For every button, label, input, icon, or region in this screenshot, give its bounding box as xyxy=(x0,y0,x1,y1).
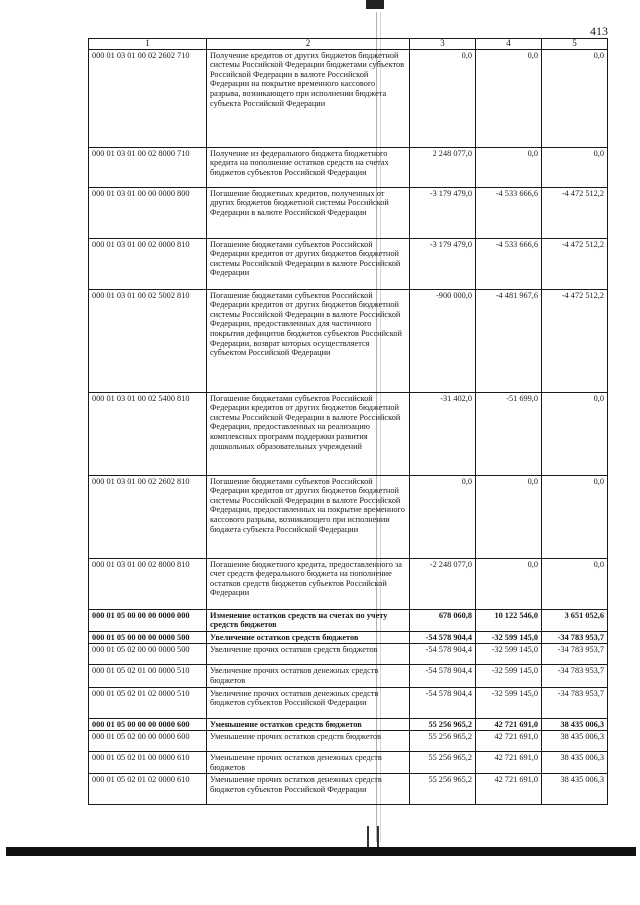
value-2025-cell: -34 783 953,7 xyxy=(542,687,608,718)
value-2025-cell: 0,0 xyxy=(542,49,608,147)
description-cell: Уменьшение остатков средств бюджетов xyxy=(207,718,410,731)
table-header-row xyxy=(89,39,608,50)
value-2025-cell: 3 651 052,6 xyxy=(542,609,608,631)
value-2025-cell: 38 435 006,3 xyxy=(542,731,608,752)
value-2023-cell: -54 578 904,4 xyxy=(410,644,476,665)
description-cell: Погашение бюджетами субъектов Российской Федерации кредитов от других бюджетов бюджетной системы Российской Федерации в валюте Российской Федерации, предоставленных на покрытие временного кассового разрыва, возникающего при исполнении бюджета субъекта Российской Федерации xyxy=(207,475,410,558)
description-cell: Увеличение прочих остатков средств бюджетов xyxy=(207,644,410,665)
table-row xyxy=(89,731,608,752)
value-2024-cell: 42 721 691,0 xyxy=(476,774,542,805)
value-2025-cell: -4 472 512,2 xyxy=(542,238,608,289)
value-2024-cell: -32 599 145,0 xyxy=(476,644,542,665)
table-body xyxy=(89,49,608,805)
code-cell: 000 01 03 01 00 02 5400 810 xyxy=(89,392,207,475)
code-cell: 000 01 05 02 00 00 0000 500 xyxy=(89,644,207,665)
value-2023-cell: -54 578 904,4 xyxy=(410,665,476,687)
value-2023-cell: -54 578 904,4 xyxy=(410,687,476,718)
code-cell: 000 01 03 01 00 02 2602 810 xyxy=(89,475,207,558)
value-2024-cell: -4 481 967,6 xyxy=(476,289,542,392)
scan-bottom-bar xyxy=(6,847,636,856)
value-2025-cell: 38 435 006,3 xyxy=(542,774,608,805)
value-2025-cell: 0,0 xyxy=(542,392,608,475)
code-cell: 000 01 05 02 01 02 0000 510 xyxy=(89,687,207,718)
header-col-4: 4 xyxy=(476,39,542,50)
description-cell: Получение кредитов от других бюджетов бюджетной системы Российской Федерации бюджетами субъектов Российской Федерации в валюте Российской Федерации на покрытие временного кассового разрыва, возникающего при исполнении бюджета субъекта Российской Федерации xyxy=(207,49,410,147)
table-row xyxy=(89,475,608,558)
value-2025-cell: 0,0 xyxy=(542,147,608,187)
value-2025-cell: 38 435 006,3 xyxy=(542,752,608,774)
header-col-3: 3 xyxy=(410,39,476,50)
value-2024-cell: 42 721 691,0 xyxy=(476,731,542,752)
description-cell: Уменьшение прочих остатков денежных средств бюджетов субъектов Российской Федерации xyxy=(207,774,410,805)
scan-top-mark xyxy=(366,0,384,9)
code-cell: 000 01 03 01 00 02 8000 710 xyxy=(89,147,207,187)
table-row xyxy=(89,147,608,187)
value-2025-cell: 0,0 xyxy=(542,475,608,558)
code-cell: 000 01 05 02 00 00 0000 600 xyxy=(89,731,207,752)
value-2025-cell: -34 783 953,7 xyxy=(542,665,608,687)
table-row xyxy=(89,187,608,238)
table-row xyxy=(89,49,608,147)
value-2023-cell: 55 256 965,2 xyxy=(410,718,476,731)
value-2025-cell: -4 472 512,2 xyxy=(542,289,608,392)
value-2024-cell: 0,0 xyxy=(476,49,542,147)
table-row xyxy=(89,558,608,609)
table-row xyxy=(89,289,608,392)
description-cell: Уменьшение прочих остатков денежных средств бюджетов xyxy=(207,752,410,774)
value-2023-cell: 0,0 xyxy=(410,49,476,147)
value-2024-cell: -4 533 666,6 xyxy=(476,238,542,289)
value-2024-cell: 0,0 xyxy=(476,475,542,558)
value-2025-cell: -34 783 953,7 xyxy=(542,631,608,644)
value-2024-cell: -51 699,0 xyxy=(476,392,542,475)
header-col-5: 5 xyxy=(542,39,608,50)
value-2023-cell: -31 402,0 xyxy=(410,392,476,475)
table-row xyxy=(89,752,608,774)
value-2023-cell: -3 179 479,0 xyxy=(410,187,476,238)
table-row xyxy=(89,238,608,289)
value-2024-cell: -32 599 145,0 xyxy=(476,631,542,644)
value-2025-cell: -4 472 512,2 xyxy=(542,187,608,238)
description-cell: Получение из федерального бюджета бюджетного кредита на пополнение остатков средств на счетах бюджетов субъектов Российской Федерации xyxy=(207,147,410,187)
code-cell: 000 01 03 01 00 02 2602 710 xyxy=(89,49,207,147)
table-row xyxy=(89,665,608,687)
description-cell: Изменение остатков средств на счетах по учету средств бюджетов xyxy=(207,609,410,631)
value-2024-cell: -4 533 666,6 xyxy=(476,187,542,238)
code-cell: 000 01 05 00 00 00 0000 600 xyxy=(89,718,207,731)
value-2024-cell: 10 122 546,0 xyxy=(476,609,542,631)
code-cell: 000 01 03 01 00 00 0000 800 xyxy=(89,187,207,238)
value-2024-cell: 42 721 691,0 xyxy=(476,718,542,731)
value-2025-cell: 0,0 xyxy=(542,558,608,609)
description-cell: Уменьшение прочих остатков средств бюджетов xyxy=(207,731,410,752)
table-row xyxy=(89,718,608,731)
table-row xyxy=(89,687,608,718)
description-cell: Увеличение остатков средств бюджетов xyxy=(207,631,410,644)
value-2024-cell: -32 599 145,0 xyxy=(476,665,542,687)
code-cell: 000 01 05 00 00 00 0000 500 xyxy=(89,631,207,644)
code-cell: 000 01 05 00 00 00 0000 000 xyxy=(89,609,207,631)
value-2025-cell: 38 435 006,3 xyxy=(542,718,608,731)
value-2024-cell: 0,0 xyxy=(476,147,542,187)
value-2024-cell: 42 721 691,0 xyxy=(476,752,542,774)
value-2023-cell: -3 179 479,0 xyxy=(410,238,476,289)
value-2023-cell: 0,0 xyxy=(410,475,476,558)
value-2023-cell: -900 000,0 xyxy=(410,289,476,392)
description-cell: Погашение бюджетных кредитов, полученных от других бюджетов бюджетной системы Российской Федерации в валюте Российской Федерации xyxy=(207,187,410,238)
code-cell: 000 01 03 01 00 02 5002 810 xyxy=(89,289,207,392)
value-2023-cell: 55 256 965,2 xyxy=(410,774,476,805)
table-row xyxy=(89,631,608,644)
page-number: 413 xyxy=(590,24,608,38)
header-col-1: 1 xyxy=(89,39,207,50)
value-2025-cell: -34 783 953,7 xyxy=(542,644,608,665)
value-2024-cell: -32 599 145,0 xyxy=(476,687,542,718)
description-cell: Увеличение прочих остатков денежных средств бюджетов xyxy=(207,665,410,687)
budget-sources-table xyxy=(88,38,608,805)
value-2023-cell: 55 256 965,2 xyxy=(410,752,476,774)
description-cell: Погашение бюджетами субъектов Российской Федерации кредитов от других бюджетов бюджетной системы Российской Федерации в валюте Российской Федерации, предоставленных на реализацию комплексных программ поддержки развития дошкольных образовательных учреждений xyxy=(207,392,410,475)
table-row xyxy=(89,774,608,805)
scan-bottom-tick xyxy=(367,826,379,848)
value-2023-cell: 678 060,8 xyxy=(410,609,476,631)
description-cell: Погашение бюджетами субъектов Российской Федерации кредитов от других бюджетов бюджетной системы Российской Федерации в валюте Российской Федерации, предоставленных для частичного покрытия дефицитов бюджетов субъектов Российской Федерации, возврат которых осуществляется субъектом Российской Федерации xyxy=(207,289,410,392)
code-cell: 000 01 03 01 00 02 8000 810 xyxy=(89,558,207,609)
code-cell: 000 01 05 02 01 02 0000 610 xyxy=(89,774,207,805)
table-row xyxy=(89,644,608,665)
code-cell: 000 01 05 02 01 00 0000 510 xyxy=(89,665,207,687)
value-2023-cell: 2 248 077,0 xyxy=(410,147,476,187)
code-cell: 000 01 05 02 01 00 0000 610 xyxy=(89,752,207,774)
description-cell: Погашение бюджетами субъектов Российской Федерации кредитов от других бюджетов бюджетной системы Российской Федерации в валюте Российской Федерации xyxy=(207,238,410,289)
value-2024-cell: 0,0 xyxy=(476,558,542,609)
value-2023-cell: -54 578 904,4 xyxy=(410,631,476,644)
header-col-2: 2 xyxy=(207,39,410,50)
description-cell: Погашение бюджетного кредита, предоставленного за счет средств федерального бюджета на пополнение остатков средств бюджетов субъектов Российской Федерации xyxy=(207,558,410,609)
description-cell: Увеличение прочих остатков денежных средств бюджетов субъектов Российской Федерации xyxy=(207,687,410,718)
table-row xyxy=(89,392,608,475)
code-cell: 000 01 03 01 00 02 0000 810 xyxy=(89,238,207,289)
table-row xyxy=(89,609,608,631)
value-2023-cell: 55 256 965,2 xyxy=(410,731,476,752)
value-2023-cell: -2 248 077,0 xyxy=(410,558,476,609)
